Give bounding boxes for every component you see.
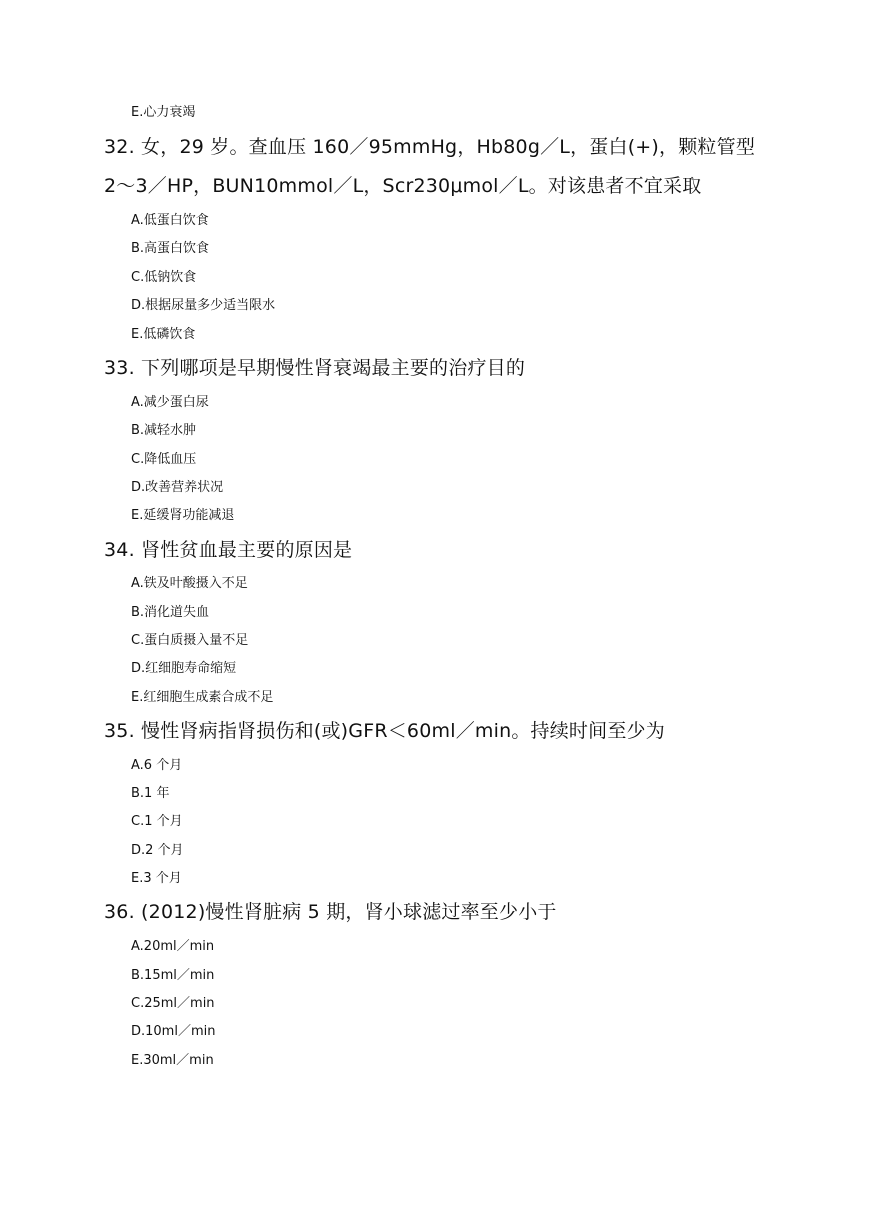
question-36-option-b: B.15ml／min (131, 968, 215, 983)
question-36-line-1: 36. (2012)慢性肾脏病 5 期，肾小球滤过率至少小于 (104, 901, 557, 923)
question-34-option-a: A.铁及叶酸摄入不足 (131, 576, 248, 591)
question-33-line-1: 33. 下列哪项是早期慢性肾衰竭最主要的治疗目的 (104, 357, 526, 379)
question-32-option-a: A.低蛋白饮食 (131, 213, 209, 228)
question-33-option-b: B.减轻水肿 (131, 423, 197, 438)
question-32-line-2: 2～3／HP，BUN10mmol／L，Scr230μmol／L。对该患者不宜采取 (104, 175, 702, 197)
question-34-option-e: E.红细胞生成素合成不足 (131, 690, 274, 705)
question-32-option-c: C.低钠饮食 (131, 270, 197, 285)
question-35-option-b: B.1 年 (131, 786, 170, 801)
question-35-option-d: D.2 个月 (131, 843, 184, 858)
question-33-option-e: E.延缓肾功能减退 (131, 508, 235, 523)
question-35-line-1: 35. 慢性肾病指肾损伤和(或)GFR＜60ml／min。持续时间至少为 (104, 720, 665, 742)
question-36-option-d: D.10ml／min (131, 1024, 216, 1039)
question-35-option-a: A.6 个月 (131, 758, 183, 773)
question-36-option-a: A.20ml／min (131, 939, 215, 954)
question-34-option-b: B.消化道失血 (131, 605, 210, 620)
question-35-option-e: E.3 个月 (131, 871, 182, 886)
question-33-option-d: D.改善营养状况 (131, 480, 224, 495)
question-34-option-c: C.蛋白质摄入量不足 (131, 633, 249, 648)
question-36-option-c: C.25ml／min (131, 996, 215, 1011)
question-36-option-e: E.30ml／min (131, 1053, 214, 1068)
question-33-option-a: A.减少蛋白尿 (131, 395, 209, 410)
question-34-line-1: 34. 肾性贫血最主要的原因是 (104, 539, 353, 561)
question-32-line-1: 32. 女，29 岁。查血压 160／95mmHg，Hb80g／L，蛋白(+)，颗粒管型 (104, 136, 756, 158)
question-34-option-d: D.红细胞寿命缩短 (131, 661, 237, 676)
question-35-option-c: C.1 个月 (131, 814, 183, 829)
question-32-option-d: D.根据尿量多少适当限水 (131, 298, 276, 313)
question-33-option-c: C.降低血压 (131, 452, 197, 467)
option-prev-e: E.心力衰竭 (131, 105, 196, 120)
question-32-option-b: B.高蛋白饮食 (131, 241, 210, 256)
question-32-option-e: E.低磷饮食 (131, 327, 196, 342)
